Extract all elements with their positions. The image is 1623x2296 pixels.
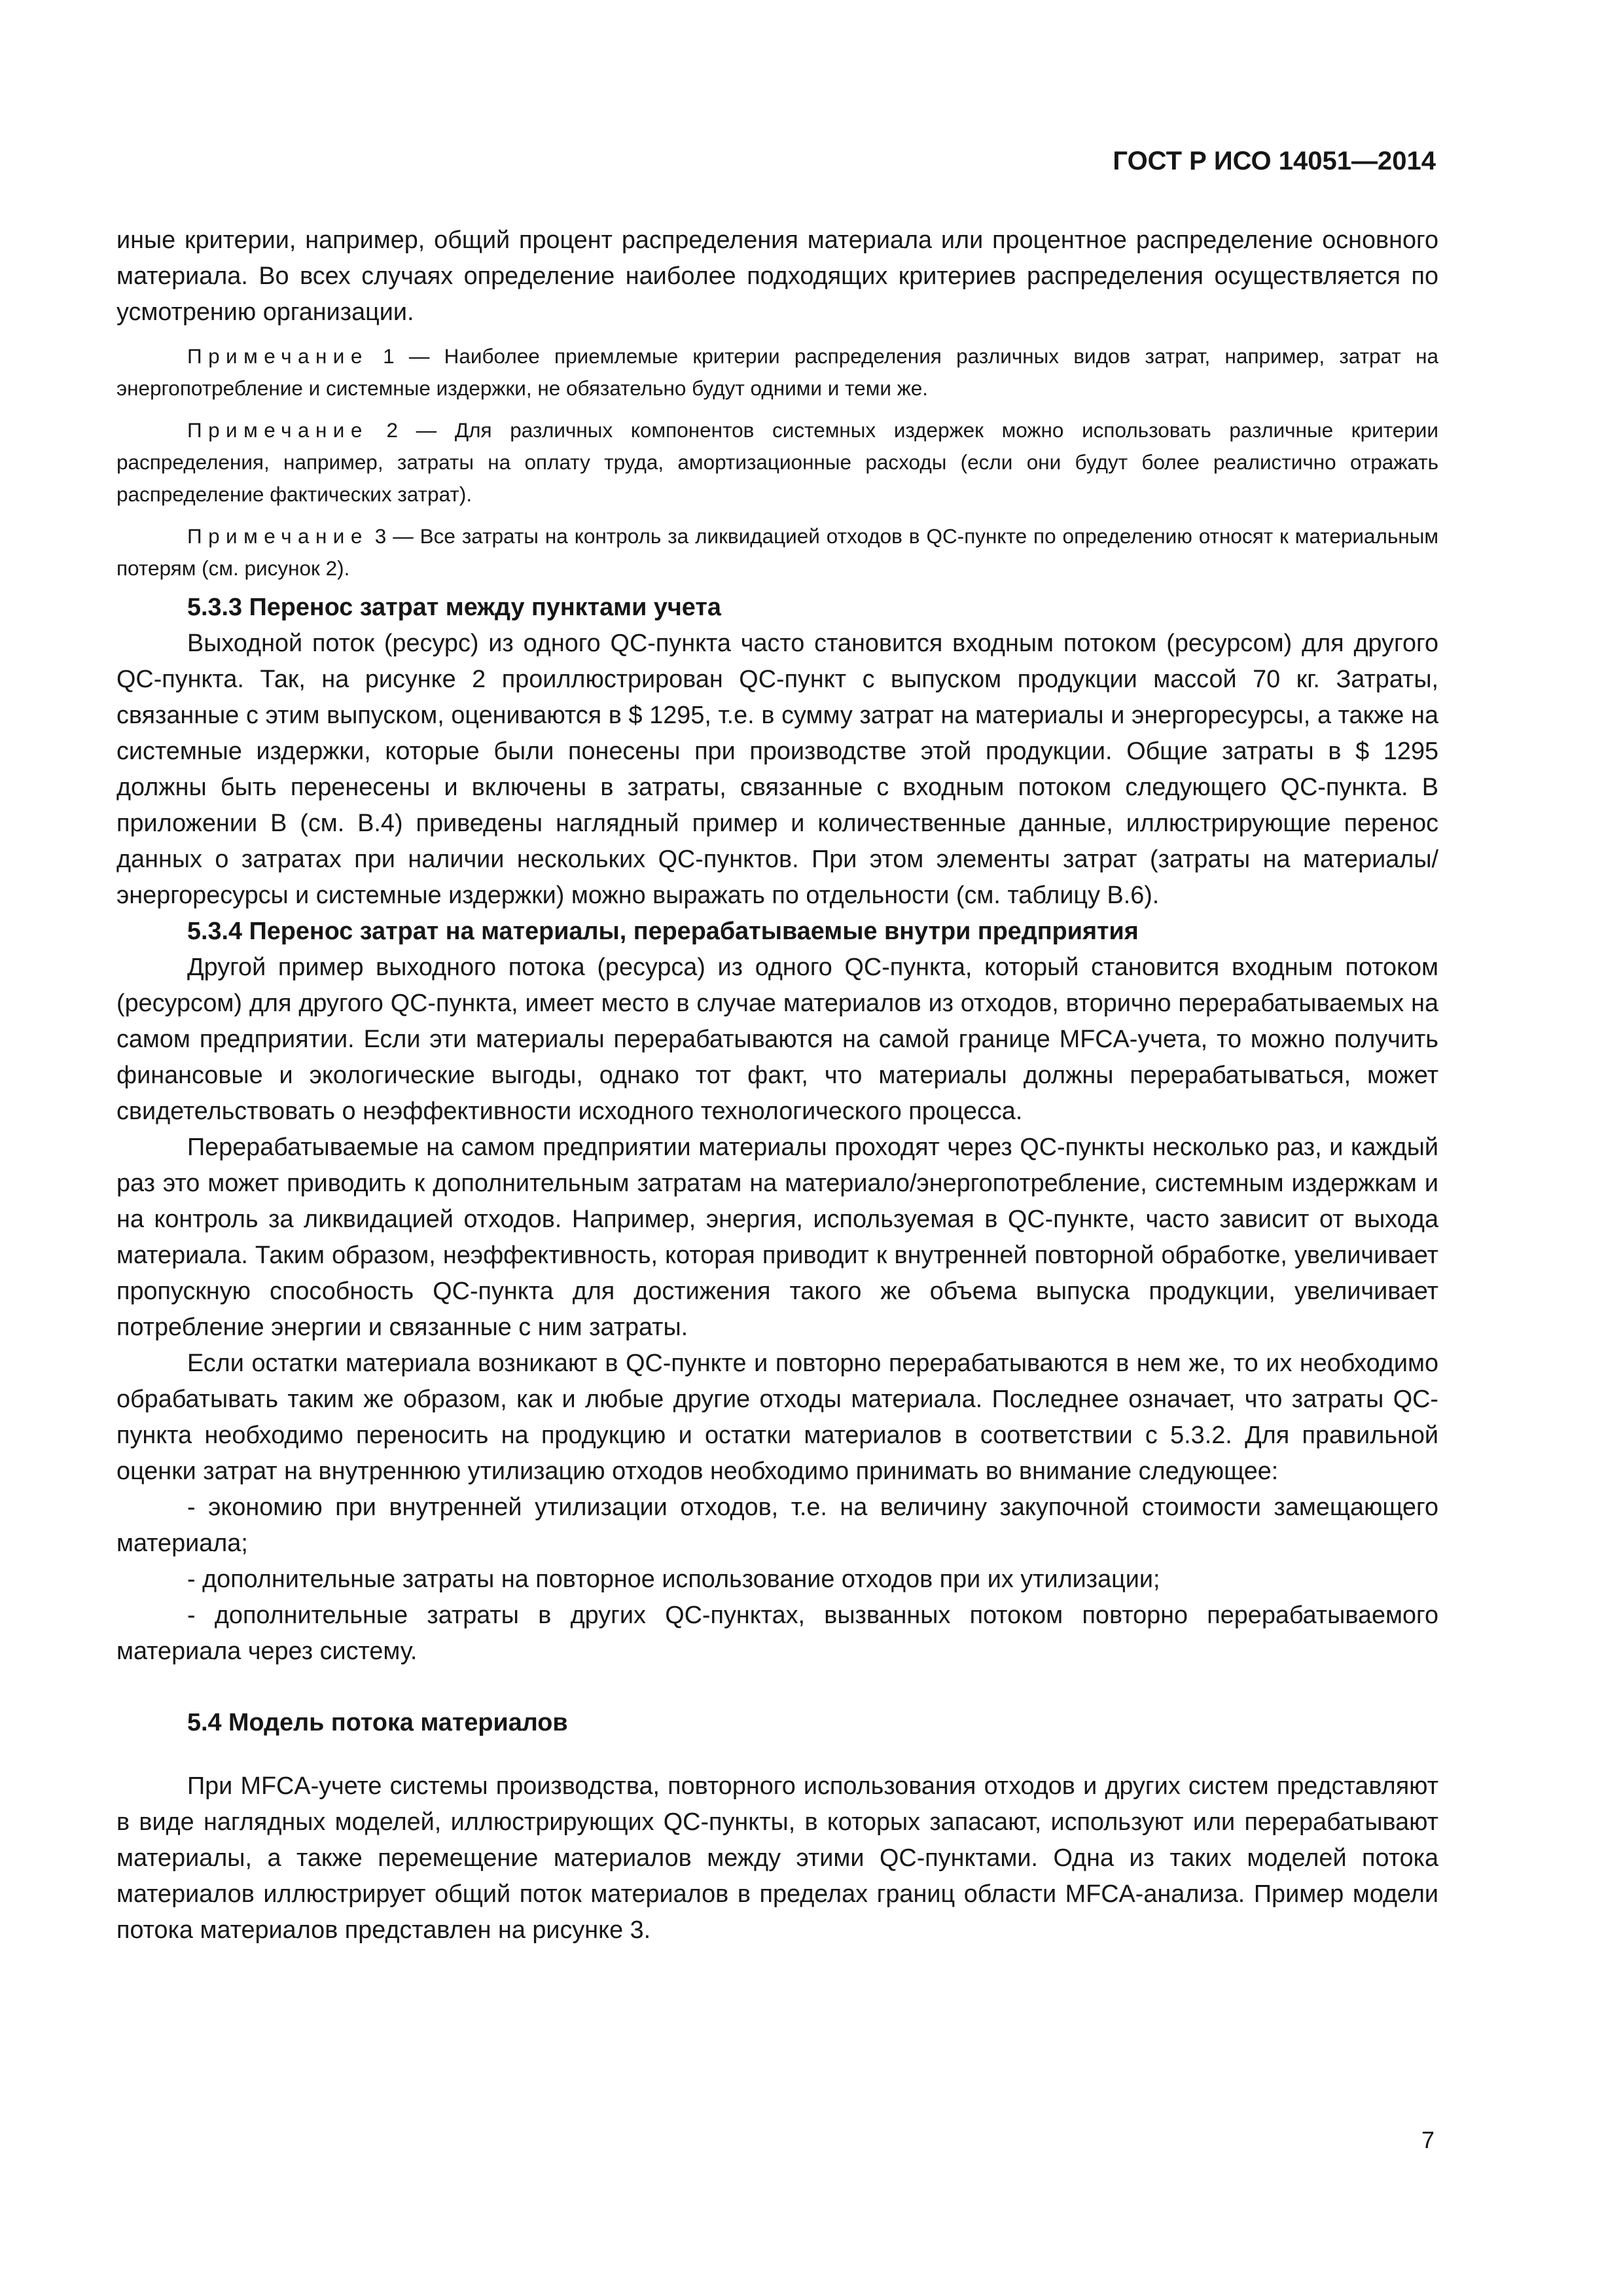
list-item: - дополнительные затраты в других QC-пунктах, вызванных потоком повторно перерабатываемого материала через систему. — [116, 1602, 1438, 1665]
page-number: 7 — [1421, 2126, 1435, 2153]
section-5-3-4-paragraph: Перерабатываемые на самом предприятии материалы проходят через QC-пункты несколько раз, и каждый раз это может приводить к дополнительным затратам на материало/энергопотребление, системным издержкам и на контроль за ликвидацией отходов. Например, энергия, используемая в QC-пункте, часто зависит от выхода материала. Таким образом, неэффективность, которая приводит к внутренней повторной обработке, увеличивает пропускную способность QC-пункта для достижения такого же объема выпуска продукции, увеличивает потребление энергии и связанные с ним затраты. — [116, 1134, 1438, 1341]
note-1 — [116, 340, 1438, 404]
note-label: Примечание — [187, 524, 368, 548]
section-5-3-3-heading: 5.3.3 Перенос затрат между пунктами учета — [187, 594, 721, 621]
note-text: 1 — Наиболее приемлемые критерии распределения различных видов затрат, например, затрат на энергопотребление и системные издержки, не обязательно будут одними и теми же. — [116, 344, 1438, 400]
note-3 — [116, 520, 1438, 584]
intro-paragraph: иные критерии, например, общий процент распределения материала или процентное распределение основного материала. Во всех случаях определение наиболее подходящих критериев распределения осуществляется по усмотрению организации. — [116, 226, 1438, 326]
section-5-3-4-paragraph: Другой пример выходного потока (ресурса) из одного QC-пункта, который становится входным потоком (ресурсом) для другого QC-пункта, имеет место в случае материалов из отходов, вторично перерабатываемых на самом предприятии. Если эти материалы перерабатываются на самой границе MFCA-учета, то можно получить финансовые и экологические выгоды, однако тот факт, что материалы должны перерабатываться, может свидетельствовать о неэффективности исходного технологического процесса. — [116, 954, 1438, 1125]
section-5-4-heading: 5.4 Модель потока материалов — [187, 1709, 568, 1736]
document-header: ГОСТ Р ИСО 14051—2014 — [1113, 147, 1436, 175]
document-body — [116, 223, 1438, 1948]
note-label: Примечание — [187, 418, 368, 442]
section-5-4-paragraph: При MFCA-учете системы производства, повторного использования отходов и других систем представляют в виде наглядных моделей, иллюстрирующих QC-пункты, в которых запасают, используют или перерабатывают материалы, а также перемещение материалов между этими QC-пунктами. Одна из таких моделей потока материалов иллюстрирует общий поток материалов в пределах границ области MFCA-анализа. Пример модели потока материалов представлен на рисунке 3. — [116, 1772, 1438, 1944]
note-label: Примечание — [187, 344, 368, 368]
note-2 — [116, 414, 1438, 511]
section-5-3-3-paragraph: Выходной поток (ресурс) из одного QC-пункта часто становится входным потоком (ресурсом) для другого QC-пункта. Так, на рисунке 2 проиллюстрирован QC-пункт с выпуском продукции массой 70 кг. Затраты, связанные с этим выпуском, оцениваются в $ 1295, т.е. в сумму затрат на материалы и энергоресурсы, а также на системные издержки, которые были понесены при производстве этой продукции. Общие затраты в $ 1295 должны быть перенесены и включены в затраты, связанные с входным потоком следующего QC-пункта. В приложении В (см. В.4) приведены наглядный пример и количественные данные, иллюстрирующие перенос данных о затратах при наличии нескольких QC-пунктов. При этом элементы затрат (затраты на материалы/энергоресурсы и системные издержки) можно выражать по отдельности (см. таблицу В.6). — [116, 630, 1438, 909]
section-5-3-4-heading: 5.3.4 Перенос затрат на материалы, перерабатываемые внутри предприятия — [187, 918, 1139, 945]
list-item: - дополнительные затраты на повторное использование отходов при их утилизации; — [187, 1566, 1160, 1593]
section-5-3-4-paragraph: Если остатки материала возникают в QC-пункте и повторно перерабатываются в нем же, то их необходимо обрабатывать таким же образом, как и любые другие отходы материала. Последнее означает, что затраты QC-пункта необходимо переносить на продукцию и остатки материалов в соответствии с 5.3.2. Для правильной оценки затрат на внутреннюю утилизацию отходов необходимо принимать во внимание следующее: — [116, 1350, 1438, 1485]
note-text: 2 — Для различных компонентов системных издержек можно использовать различные критерии распределения, например, затраты на оплату труда, амортизационные расходы (если они будут более реалистично отражать распределение фактических затрат). — [116, 418, 1438, 506]
list-item: - экономию при внутренней утилизации отходов, т.е. на величину закупочной стоимости замещающего материала; — [116, 1494, 1438, 1557]
note-text: 3 — Все затраты на контроль за ликвидацией отходов в QC-пункте по определению относят к материальным потерям (см. рисунок 2). — [116, 524, 1438, 580]
